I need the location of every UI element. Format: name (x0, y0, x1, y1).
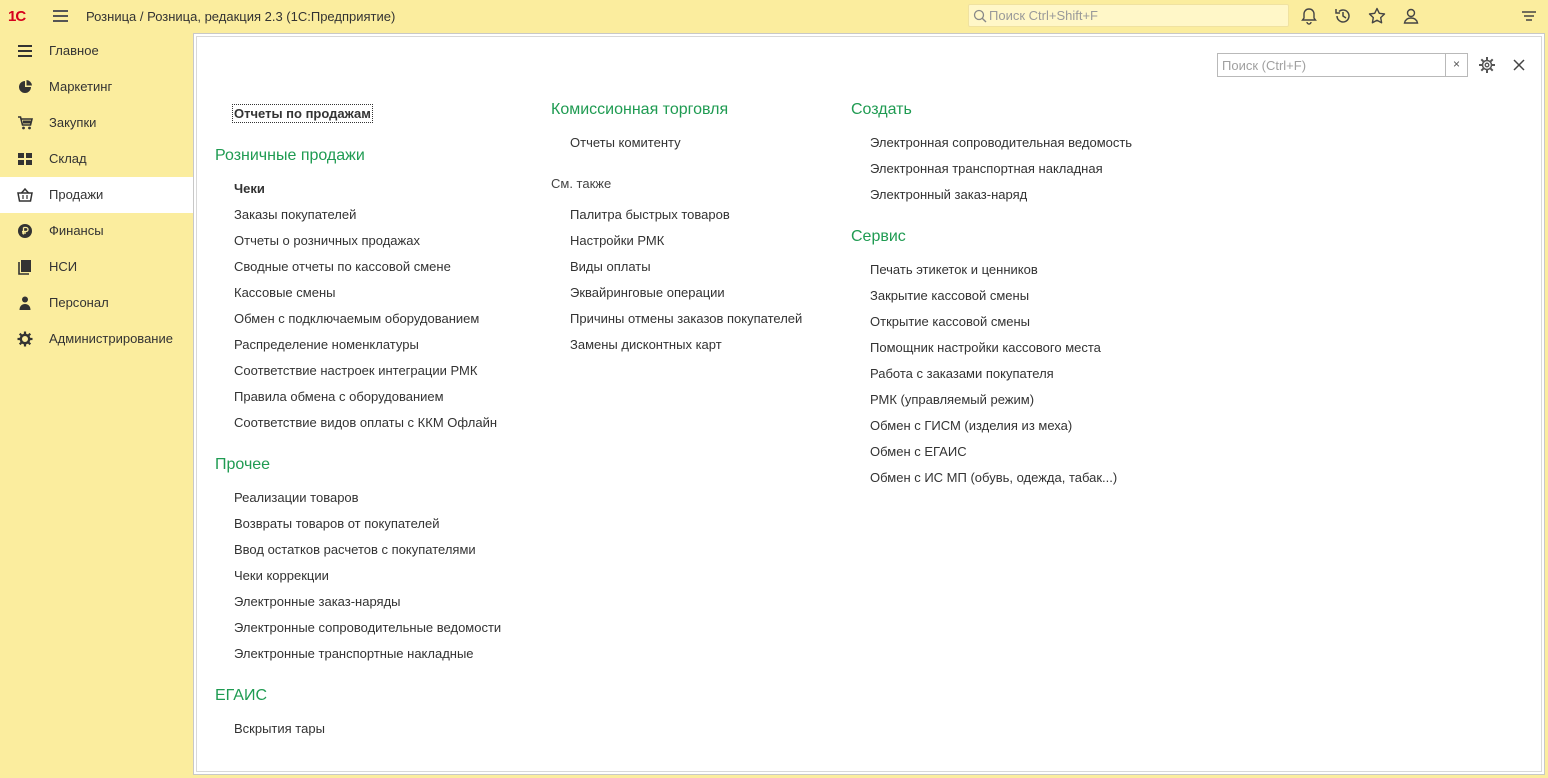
bell-icon[interactable] (1299, 6, 1319, 26)
link-create[interactable]: Электронный заказ-наряд (870, 187, 1028, 202)
book-icon (17, 259, 33, 275)
section-heading-service: Сервис (851, 228, 906, 245)
link-service[interactable]: Обмен с ГИСМ (изделия из меха) (870, 418, 1073, 433)
link-service[interactable]: Работа с заказами покупателя (870, 366, 1054, 381)
section-heading-create: Создать (851, 101, 912, 118)
sidebar-item-label: Склад (49, 151, 87, 166)
link-other[interactable]: Электронные транспортные накладные (234, 646, 474, 661)
panel-search[interactable] (1217, 53, 1468, 77)
link-retail[interactable]: Соответствие видов оплаты с ККМ Офлайн (234, 415, 498, 430)
pie-chart-icon (17, 79, 33, 95)
link-retail[interactable]: Чеки (234, 181, 265, 196)
sidebar-item-main[interactable] (0, 33, 193, 69)
link-see-also[interactable]: Причины отмены заказов покупателей (570, 311, 803, 326)
sidebar-item-label: НСИ (49, 259, 78, 274)
link-service[interactable]: Печать этикеток и ценников (870, 262, 1038, 277)
settings-gear-icon[interactable] (1478, 56, 1496, 74)
sidebar-item-marketing[interactable] (0, 69, 193, 105)
basket-icon (17, 187, 33, 203)
link-retail[interactable]: Обмен с подключаемым оборудованием (234, 311, 480, 326)
global-search[interactable] (968, 4, 1289, 27)
menu-lines-icon (17, 43, 33, 59)
sidebar-item-administration[interactable] (0, 321, 193, 357)
link-other[interactable]: Реализации товаров (234, 490, 359, 505)
search-icon (972, 8, 988, 24)
link-commission[interactable]: Отчеты комитенту (570, 135, 681, 150)
link-service[interactable]: Закрытие кассовой смены (870, 288, 1030, 303)
sidebar-item-warehouse[interactable] (0, 141, 193, 177)
app-logo[interactable]: 1С (8, 8, 26, 25)
sidebar-item-label: Закупки (49, 115, 97, 130)
sidebar (0, 33, 193, 778)
link-see-also[interactable]: Палитра быстрых товаров (570, 207, 730, 222)
link-service[interactable]: Обмен с ЕГАИС (870, 444, 967, 459)
link-sales-reports[interactable]: Отчеты по продажам (234, 106, 371, 121)
link-other[interactable]: Возвраты товаров от покупателей (234, 516, 440, 531)
link-retail[interactable]: Отчеты о розничных продажах (234, 233, 420, 248)
sidebar-item-label: Финансы (49, 223, 104, 238)
sidebar-item-purchases[interactable] (0, 105, 193, 141)
link-other[interactable]: Электронные сопроводительные ведомости (234, 620, 502, 635)
link-create[interactable]: Электронная транспортная накладная (870, 161, 1103, 176)
person-icon (17, 295, 33, 311)
link-service[interactable]: Помощник настройки кассового места (870, 340, 1101, 355)
panel-frame (196, 36, 1542, 772)
section-heading-egais: ЕГАИС (215, 687, 267, 704)
section-heading-retail: Розничные продажи (215, 147, 365, 164)
section-heading-see-also: См. также (551, 176, 612, 191)
sidebar-item-label: Персонал (49, 295, 109, 310)
link-see-also[interactable]: Виды оплаты (570, 259, 651, 274)
link-retail[interactable]: Сводные отчеты по кассовой смене (234, 259, 451, 274)
link-other[interactable]: Электронные заказ-наряды (234, 594, 401, 609)
history-icon[interactable] (1333, 6, 1353, 26)
link-see-also[interactable]: Эквайринговые операции (570, 285, 725, 300)
sidebar-item-label: Главное (49, 43, 99, 58)
sidebar-item-nsi[interactable] (0, 249, 193, 285)
section-heading-commission: Комиссионная торговля (551, 101, 729, 118)
panel-search-input[interactable] (1222, 57, 1442, 73)
global-search-input[interactable] (989, 7, 1279, 24)
link-retail[interactable]: Правила обмена с оборудованием (234, 389, 444, 404)
user-icon[interactable] (1401, 6, 1421, 26)
link-service[interactable]: РМК (управляемый режим) (870, 392, 1035, 407)
star-icon[interactable] (1367, 6, 1387, 26)
link-other[interactable]: Ввод остатков расчетов с покупателями (234, 542, 476, 557)
section-heading-other: Прочее (215, 456, 271, 473)
close-icon[interactable] (1511, 57, 1527, 73)
sidebar-item-personnel[interactable] (0, 285, 193, 321)
sidebar-item-label: Продажи (49, 187, 104, 202)
link-retail[interactable]: Кассовые смены (234, 285, 336, 300)
gear-icon (17, 331, 33, 347)
link-see-also[interactable]: Настройки РМК (570, 233, 665, 248)
sales-panel (193, 33, 1545, 775)
clear-search-button[interactable]: × (1445, 54, 1467, 76)
cart-icon (17, 115, 33, 131)
app-title: Розница / Розница, редакция 2.3 (1С:Предприятие) (86, 9, 396, 24)
link-retail[interactable]: Распределение номенклатуры (234, 337, 419, 352)
sidebar-item-finance[interactable] (0, 213, 193, 249)
link-retail[interactable]: Заказы покупателей (234, 207, 357, 222)
sidebar-item-label: Администрирование (49, 331, 173, 346)
link-service[interactable]: Обмен с ИС МП (обувь, одежда, табак...) (870, 470, 1118, 485)
link-other[interactable]: Чеки коррекции (234, 568, 329, 583)
sidebar-item-label: Маркетинг (49, 79, 113, 94)
title-bar (0, 0, 1548, 33)
link-retail[interactable]: Соответствие настроек интеграции РМК (234, 363, 478, 378)
settings-menu-icon[interactable] (1519, 6, 1539, 26)
link-service[interactable]: Открытие кассовой смены (870, 314, 1031, 329)
main-menu-icon[interactable] (53, 10, 68, 22)
sidebar-item-sales[interactable] (0, 177, 193, 213)
ruble-coin-icon (17, 223, 33, 239)
link-egais[interactable]: Вскрытия тары (234, 721, 325, 736)
grid-icon (17, 151, 33, 167)
link-see-also[interactable]: Замены дисконтных карт (570, 337, 722, 352)
link-create[interactable]: Электронная сопроводительная ведомость (870, 135, 1133, 150)
